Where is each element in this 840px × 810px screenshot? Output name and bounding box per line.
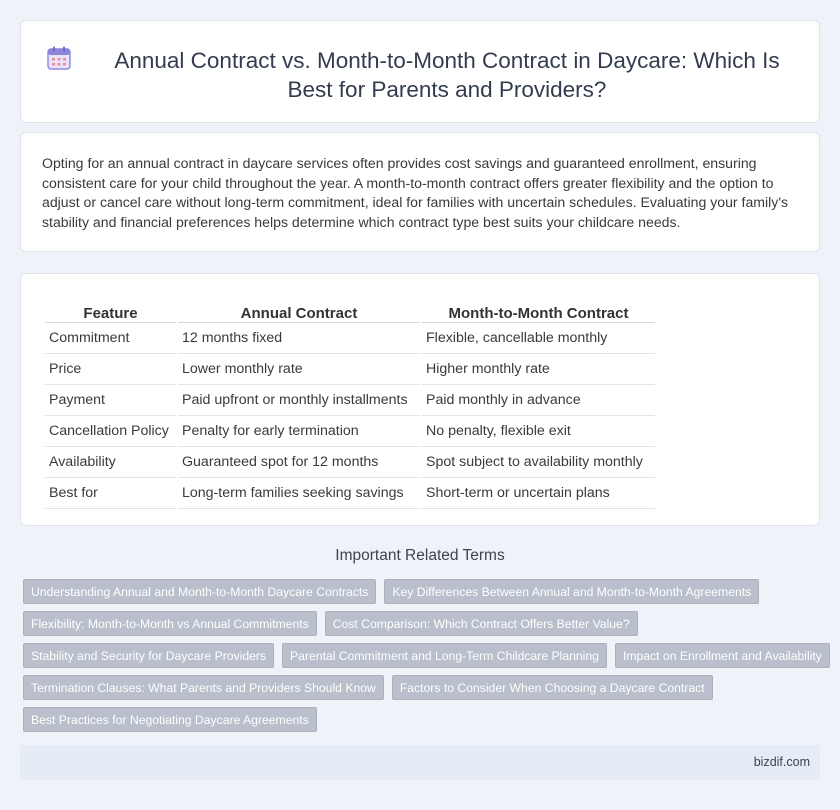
table-cell: Guaranteed spot for 12 months	[178, 447, 420, 478]
table-row	[45, 385, 655, 416]
related-term-link[interactable]: Best Practices for Negotiating Daycare Agreements	[23, 707, 317, 732]
table-cell: Long-term families seeking savings	[178, 478, 420, 509]
table-cell: Availability	[45, 447, 176, 478]
tag-row	[23, 579, 823, 611]
table-cell: Higher monthly rate	[422, 354, 655, 385]
related-term-link[interactable]: Flexibility: Month-to-Month vs Annual Commitments	[23, 611, 317, 636]
table-cell: Flexible, cancellable monthly	[422, 323, 655, 354]
title-line-1: Annual Contract vs. Month-to-Month Contract in Daycare: Which Is	[114, 48, 780, 73]
tag-row	[23, 675, 823, 707]
related-term-link[interactable]: Parental Commitment and Long-Term Childcare Planning	[282, 643, 607, 668]
site-name[interactable]: bizdif.com	[753, 755, 810, 769]
table-cell: Price	[45, 354, 176, 385]
column-header: Month-to-Month Contract	[422, 296, 655, 323]
table-row	[45, 447, 655, 478]
page-title	[81, 46, 813, 104]
column-header: Annual Contract	[178, 296, 420, 323]
related-term-link[interactable]: Impact on Enrollment and Availability	[615, 643, 830, 668]
intro-card	[20, 132, 820, 252]
tag-row	[23, 707, 823, 739]
title-line-2: Best for Parents and Providers?	[287, 77, 607, 102]
table-row	[45, 478, 655, 509]
table-row	[45, 416, 655, 447]
related-term-link[interactable]: Termination Clauses: What Parents and Providers Should Know	[23, 675, 384, 700]
related-term-link[interactable]: Cost Comparison: Which Contract Offers Better Value?	[325, 611, 638, 636]
table-cell: Lower monthly rate	[178, 354, 420, 385]
table-row	[45, 354, 655, 385]
related-terms-title: Important Related Terms	[335, 547, 505, 564]
table-cell: Best for	[45, 478, 176, 509]
table-cell: Payment	[45, 385, 176, 416]
table-cell: Cancellation Policy	[45, 416, 176, 447]
calendar-icon	[46, 45, 72, 71]
table-cell: No penalty, flexible exit	[422, 416, 655, 447]
intro-paragraph: Opting for an annual contract in daycare services often provides cost savings and guaranteed enrollment, ensuring consistent care for your child throughout the year. A month-to-month contract offers greater flexibility and the option to adjust or cancel care without long-term commitment, ideal for families with uncertain schedules. Evaluating your family's stability and financial preferences helps determine which contract type best suits your childcare needs.	[42, 155, 789, 230]
header-card	[20, 20, 820, 123]
table-cell: Commitment	[45, 323, 176, 354]
table-cell: Penalty for early termination	[178, 416, 420, 447]
tag-row	[23, 643, 823, 675]
table-cell: 12 months fixed	[178, 323, 420, 354]
comparison-card	[20, 273, 820, 526]
footer	[20, 745, 820, 780]
table-cell: Short-term or uncertain plans	[422, 478, 655, 509]
comparison-table	[43, 296, 657, 509]
related-term-link[interactable]: Key Differences Between Annual and Month-to-Month Agreements	[384, 579, 759, 604]
table-cell: Paid upfront or monthly installments	[178, 385, 420, 416]
table-row	[45, 323, 655, 354]
tag-row	[23, 611, 823, 643]
related-term-link[interactable]: Understanding Annual and Month-to-Month Daycare Contracts	[23, 579, 376, 604]
column-header: Feature	[45, 296, 176, 323]
related-term-link[interactable]: Factors to Consider When Choosing a Daycare Contract	[392, 675, 713, 700]
related-term-link[interactable]: Stability and Security for Daycare Providers	[23, 643, 274, 668]
related-terms-list	[23, 579, 823, 739]
table-header-row	[45, 296, 655, 323]
table-cell: Paid monthly in advance	[422, 385, 655, 416]
table-cell: Spot subject to availability monthly	[422, 447, 655, 478]
